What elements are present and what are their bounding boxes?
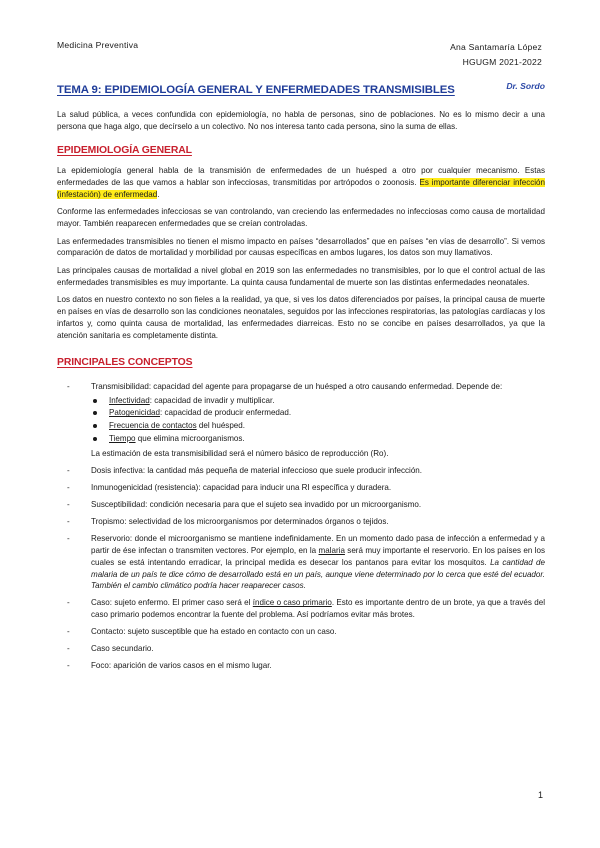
header-institution: HGUGM 2021-2022 [462, 57, 542, 67]
reservorio-italic-note: La cantidad de malaria de un país te dice cómo de desarrollado está en un país, aunque viene determinado por lo cerca que esté del ecuador. También el cambio climático podría hacer reaparecer casos. [91, 557, 546, 591]
term-infectividad: Infectividad [109, 395, 150, 405]
transmisibilidad-sublist [91, 395, 545, 445]
lecturer-name: Dr. Sordo [506, 81, 545, 91]
highlighted-text: Es importante diferenciar infección (infestación) de enfermedad [57, 177, 545, 199]
caso-secundario-text: Caso secundario. [91, 643, 154, 653]
list-item [57, 482, 545, 494]
caso-text-2: . Esto es importante dentro de un brote, ya que a través del caso primario podemos encontrar la fuente del problema. Así podríamos evitar más brotes. [91, 598, 546, 619]
term-tiempo: Tiempo [109, 433, 136, 443]
list-item [57, 597, 545, 620]
term-definition: del huésped. [196, 421, 245, 431]
tropismo-text: Tropismo: selectividad de los microorganismos por determinados órganos o tejidos. [91, 517, 389, 527]
paragraph-5: Los datos en nuestro contexto no son fieles a la realidad, ya que, si ves los datos diferenciados por países, la principal causa de muerte en países en vías de desarrollo son las condiciones neonatales, seguidos por las infecciones respiratorias, las patologías cardíacas y los infartos y, como quinta causa de mortalidad, las enfermedades diarreicas. Esto no se concibe en países desarrollados, ya que la atención sanitaria es completamente distinta. [57, 295, 546, 340]
page-number: 1 [537, 790, 543, 800]
caso-text: Caso: sujeto enfermo. El primer caso será el [91, 598, 253, 608]
term-malaria: malaria [318, 546, 345, 556]
header-subject: Medicina Preventiva [57, 40, 139, 50]
reservorio-text: Reservorio: donde el microorganismo se mantiene indefinidamente. En un momento dado pasa de infección a enfermedad y a partir de ése infectan o transmiten vectores. Por ejemplo, en la [91, 534, 545, 556]
transmisibilidad-text: Transmisibilidad: capacidad del agente para propagarse de un huésped a otro causando enfermedad. Depende de: [91, 381, 503, 391]
list-item [57, 516, 545, 528]
dosis-text: Dosis infectiva: la cantidad más pequeña de material infeccioso que suele producir infección. [91, 466, 423, 476]
reservorio-text-2: será muy importante el reservorio. En los países en los cuales se está intentando erradicar, la principal medida es desecar los pantanos para evitar los mosquitos. [91, 546, 545, 567]
foco-text: Foco: aparición de varios casos en el mismo lugar. [91, 660, 272, 670]
paragraph-1 [57, 165, 545, 200]
page-title: TEMA 9: EPIDEMIOLOGÍA GENERAL Y ENFERMEDADES TRANSMISIBLES [57, 84, 455, 96]
term-frecuencia: Frecuencia de contactos [109, 421, 197, 431]
list-item [57, 643, 545, 655]
contacto-text: Contacto: sujeto susceptible que ha estado en contacto con un caso. [91, 626, 337, 636]
list-item [57, 381, 545, 460]
term-caso-primario: índice o caso primario [252, 598, 332, 608]
paragraph-4: Las principales causas de mortalidad a nivel global en 2019 son las enfermedades no transmisibles, por lo que el control actual de las enfermedades transmisibles es muy importante. La quinta causa fundamental de muerte son las distintas enfermedades neonatales. [57, 266, 545, 287]
intro-paragraph: La salud pública, a veces confundida con epidemiología, no habla de personas, sino de poblaciones. No es lo mismo decir a una persona que haga algo, que decírselo a un colectivo. No nos interesa tanto cada persona, sino la suma de ellas. [57, 110, 545, 131]
concepts-list [57, 381, 545, 672]
paragraph-2: Conforme las enfermedades infecciosas se van controlando, van creciendo las enfermedades no infecciosas como causa de mortalidad mayor. También reaparecen enfermedades que se creían controladas. [57, 207, 545, 228]
list-item [57, 533, 545, 592]
sub-list-item [91, 433, 545, 445]
inmunogenicidad-text: Inmunogenicidad (resistencia): capacidad para inducir una RI específica y duradera. [91, 483, 392, 493]
list-item [57, 465, 545, 477]
header-author: Ana Santamaría López [450, 42, 542, 52]
paragraph-3: Las enfermedades transmisibles no tienen el mismo impacto en países “desarrollados” que en países “en vías de desarrollo”. Si vemos comparación de datos de mortalidad y morbilidad por causas específicas en ambos lugares, los datos son muy llamativos. [57, 236, 545, 258]
title-row [57, 80, 545, 98]
sub-list-item [91, 407, 545, 419]
list-item [57, 499, 545, 511]
section-heading-epidemiologia: EPIDEMIOLOGÍA GENERAL [57, 145, 192, 157]
term-definition: : capacidad de producir enfermedad. [160, 408, 292, 418]
header-author-block [450, 40, 542, 70]
term-definition: que elimina microorganismos. [135, 433, 245, 443]
document-body [57, 109, 545, 677]
term-definition: : capacidad de invadir y multiplicar. [149, 395, 275, 405]
susceptibilidad-text: Susceptibilidad: condición necesaria para que el sujeto sea invadido por un microorganismo. [91, 500, 422, 510]
paragraph-1-text: La epidemiología general habla de la transmisión de enfermedades de un huésped a otro por cualquier mecanismo. Estas enfermedades de las que vamos a hablar son infecciosas, transmitidas por artrópodos o zoonosis. [57, 166, 545, 187]
section-heading-conceptos: PRINCIPALES CONCEPTOS [57, 357, 193, 369]
ro-note: La estimación de esta transmisibilidad será el número básico de reproducción (Ro). [91, 449, 389, 459]
paragraph-1-end: . [157, 189, 160, 199]
term-patogenicidad: Patogenicidad [109, 408, 161, 418]
list-item [57, 660, 545, 672]
list-item [57, 626, 545, 638]
sub-list-item [91, 395, 545, 407]
sub-list-item [91, 420, 545, 432]
